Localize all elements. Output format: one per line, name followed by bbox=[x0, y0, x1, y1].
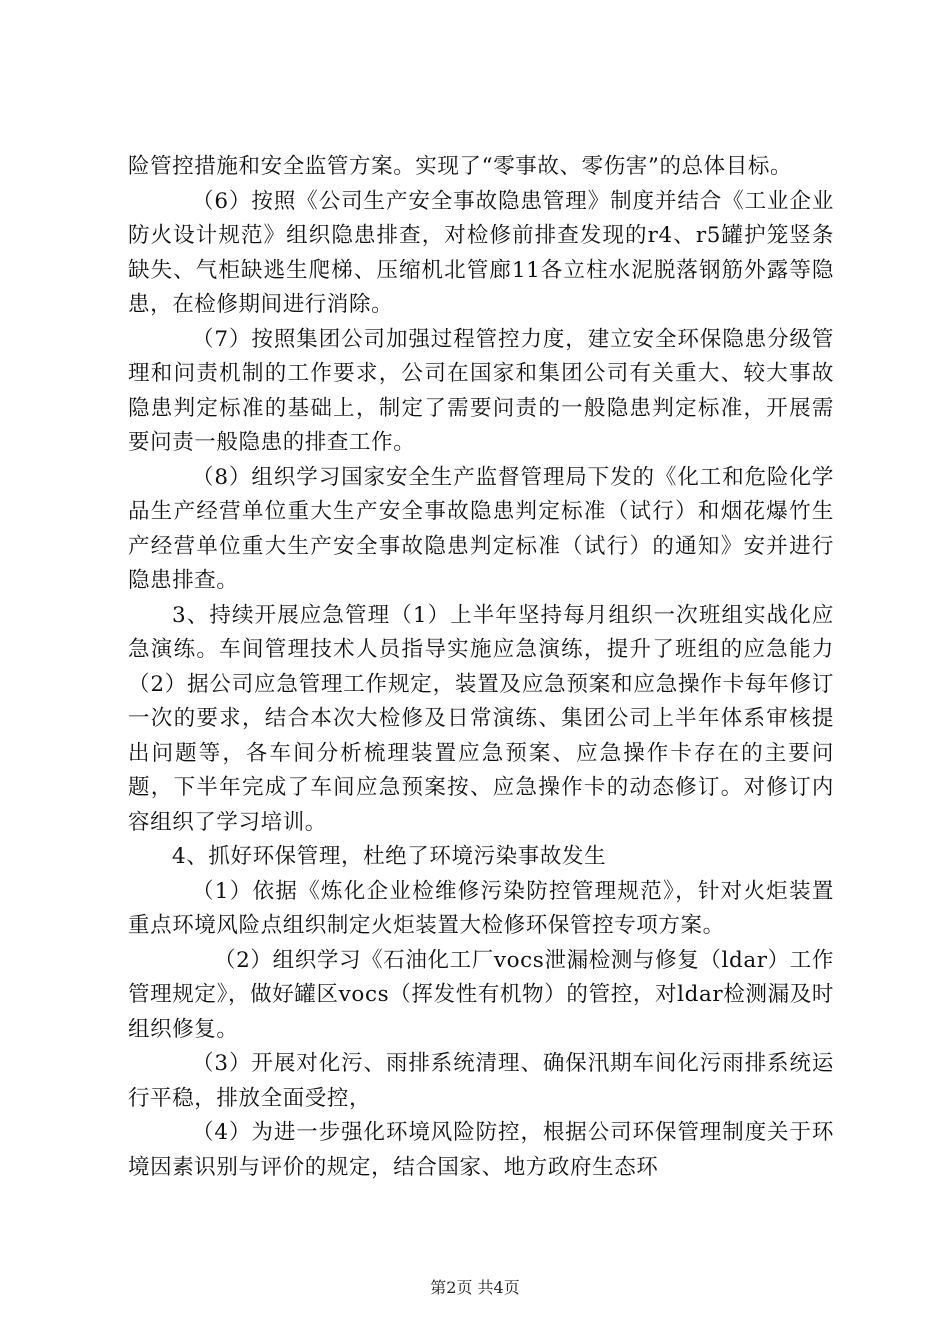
paragraph-item-8: （8）组织学习国家安全生产监督管理局下发的《化工和危险化学品生产经营单位重大生产安全事故隐患判定标准（试行）和烟花爆竹生产经营单位重大生产安全事故隐患判定标准（试行）的通知》安并进行隐患排查。 bbox=[128, 464, 834, 593]
paragraph-env-item-1: （1）依据《炼化企业检维修污染防控管理规范》，针对火炬装置重点环境风险点组织制定火炬装置大检修环保管控专项方案。 bbox=[128, 878, 834, 938]
paragraph-env-item-2: （2）组织学习《石油化工厂vocs泄漏检测与修复（ldar）工作管理规定》，做好罐区vocs（挥发性有机物）的管控，对ldar检测漏及时组织修复。 bbox=[128, 947, 834, 1042]
document-body bbox=[128, 150, 834, 1185]
paragraph-section-3-emergency: 3、持续开展应急管理（1）上半年坚持每月组织一次班组实战化应急演练。车间管理技术人员指导实施应急演练，提升了班组的应急能力（2）据公司应急管理工作规定，装置及应急预案和应急操作卡每年修订一次的要求，结合本次大检修及日常演练、集团公司上半年体系审核提出问题等，各车间分析梳理装置应急预案、应急操作卡存在的主要问题，下半年完成了车间应急预案按、应急操作卡的动态修订。对修订内容组织了学习培训。 bbox=[128, 602, 834, 835]
paragraph-target-summary: 险管控措施和安全监管方案。实现了“零事故、零伤害”的总体目标。 bbox=[128, 154, 793, 179]
paragraph-env-item-4: （4）为进一步强化环境风险防控，根据公司环保管理制度关于环境因素识别与评价的规定，结合国家、地方政府生态环 bbox=[128, 1120, 834, 1180]
paragraph-section-4-heading: 4、抓好环保管理，杜绝了环境污染事故发生 bbox=[172, 844, 607, 869]
page-number-footer: 第2页 共4页 bbox=[430, 1278, 520, 1297]
paragraph-item-7: （7）按照集团公司加强过程管控力度，建立安全环保隐患分级管理和问责机制的工作要求，公司在国家和集团公司有关重大、较大事故隐患判定标准的基础上，制定了需要问责的一般隐患判定标准，开展需要问责一般隐患的排查工作。 bbox=[128, 326, 834, 455]
paragraph-env-item-3: （3）开展对化污、雨排系统清理、确保汛期车间化污雨排系统运行平稳，排放全面受控， bbox=[128, 1051, 834, 1111]
paragraph-item-6: （6）按照《公司生产安全事故隐患管理》制度并结合《工业企业防火设计规范》组织隐患排查，对检修前排查发现的r4、r5罐护笼竖条缺失、气柜缺逃生爬梯、压缩机北管廊11各立柱水泥脱落钢筋外露等隐患，在检修期间进行消除。 bbox=[128, 188, 834, 317]
